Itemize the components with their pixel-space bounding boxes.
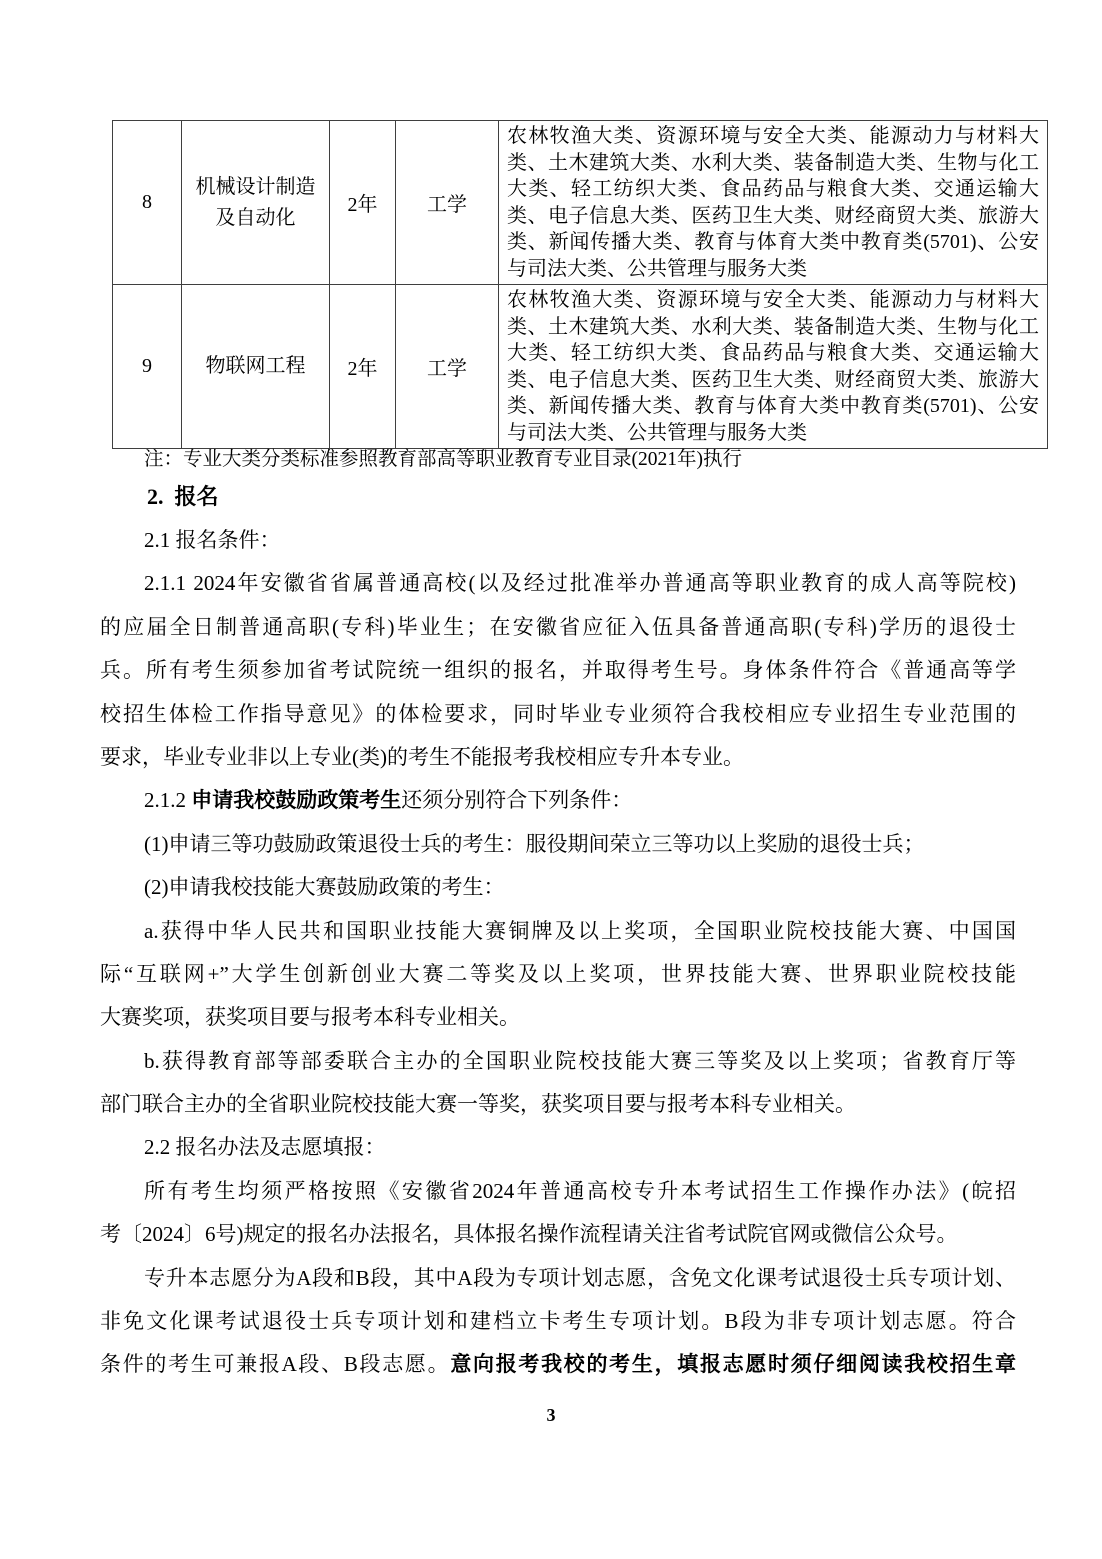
major-name-cell: 机械设计制造及自动化	[182, 121, 330, 285]
majors-table	[112, 120, 1048, 449]
text-segment: 2.1.2	[144, 788, 192, 813]
text-segment: 要求，毕业专业非以上专业(类)的考生不能报考我校相应专升本专业。	[100, 744, 744, 769]
table-row	[113, 285, 1048, 449]
text-segment: 条件的考生可兼报A段、B段志愿。	[100, 1352, 451, 1377]
body-line	[100, 1126, 1016, 1169]
text-segment: 2.1 报名条件：	[144, 528, 281, 552]
text-segment: 校招生体检工作指导意见》的体检要求，同时毕业专业须符合我校相应专业招生专业范围的	[100, 701, 1016, 726]
degree-type-cell: 工学	[396, 285, 499, 449]
row-number-cell: 8	[113, 121, 182, 285]
body-line	[100, 562, 1016, 605]
body-line	[100, 1343, 1016, 1386]
body-line	[100, 606, 1016, 649]
text-segment: 际“互联网+”大学生创新创业大赛二等奖及以上奖项，世界技能大赛、世界职业院校技能	[100, 961, 1016, 986]
body-line	[100, 649, 1016, 692]
body-line	[100, 953, 1016, 996]
text-segment: b.获得教育部等部委联合主办的全国职业院校技能大赛三等奖及以上奖项；省教育厅等	[144, 1048, 1016, 1073]
body-line	[100, 1170, 1016, 1213]
text-segment: 专升本志愿分为A段和B段，其中A段为专项计划志愿，含免文化课考试退役士兵专项计划、	[144, 1265, 1016, 1290]
body-line	[100, 996, 1016, 1039]
text-segment: 2.2 报名办法及志愿填报：	[144, 1135, 386, 1160]
body-line	[100, 693, 1016, 736]
body-line	[100, 1040, 1016, 1083]
study-duration-cell: 2年	[330, 121, 396, 285]
body-line	[100, 519, 1016, 562]
body-line	[100, 736, 1016, 779]
degree-type-cell: 工学	[396, 121, 499, 285]
text-segment: 兵。所有考生须参加省考试院统一组织的报名，并取得考生号。身体条件符合《普通高等学	[100, 658, 1016, 683]
text-segment: 2.1.1 2024年安徽省省属普通高校(以及经过批准举办普通高等职业教育的成人高等院校)	[144, 571, 1016, 596]
text-segment: 考〔2024〕6号)规定的报名办法报名，具体报名操作流程请关注省考试院官网或微信公众号。	[100, 1222, 958, 1247]
text-segment: (1)申请三等功鼓励政策退役士兵的考生：服役期间荣立三等功以上奖励的退役士兵；	[144, 831, 925, 856]
body-line	[100, 866, 1016, 909]
body-line	[100, 1300, 1016, 1343]
table-row	[113, 121, 1048, 285]
major-name-cell: 物联网工程	[182, 285, 330, 449]
body-line	[100, 1213, 1016, 1256]
page-number: 3	[546, 1405, 556, 1425]
body-line	[100, 823, 1016, 866]
text-segment: 大赛奖项，获奖项目要与报考本科专业相关。	[100, 1005, 520, 1030]
text-segment: 所有考生均须严格按照《安徽省2024年普通高校专升本考试招生工作操作办法》(皖招	[144, 1178, 1016, 1203]
text-segment: 非免文化课考试退役士兵专项计划和建档立卡考生专项计划。B段为非专项计划志愿。符合	[100, 1309, 1016, 1334]
admitted-categories-cell: 农林牧渔大类、资源环境与安全大类、能源动力与材料大类、土木建筑大类、水利大类、装备制造大类、生物与化工大类、轻工纺织大类、食品药品与粮食大类、交通运输大类、电子信息大类、医药卫生大类、财经商贸大类、旅游大类、新闻传播大类、教育与体育大类中教育类(5701)、公安与司法大类、公共管理与服务大类	[499, 121, 1048, 285]
bold-text-segment: 意向报考我校的考生，填报志愿时须仔细阅读我校招生章	[450, 1352, 1017, 1377]
row-number-cell: 9	[113, 285, 182, 449]
section-heading: 2. 报名	[147, 484, 219, 509]
text-segment: (2)申请我校技能大赛鼓励政策的考生：	[144, 875, 505, 900]
body-line	[100, 1083, 1016, 1126]
admitted-categories-cell: 农林牧渔大类、资源环境与安全大类、能源动力与材料大类、土木建筑大类、水利大类、装备制造大类、生物与化工大类、轻工纺织大类、食品药品与粮食大类、交通运输大类、电子信息大类、医药卫生大类、财经商贸大类、旅游大类、新闻传播大类、教育与体育大类中教育类(5701)、公安与司法大类、公共管理与服务大类	[499, 285, 1048, 449]
bold-text-segment: 申请我校鼓励政策考生	[191, 788, 402, 813]
study-duration-cell: 2年	[330, 285, 396, 449]
text-segment: 还须分别符合下列条件：	[401, 788, 633, 813]
body-line	[100, 779, 1016, 822]
table-note: 注：专业大类分类标准参照教育部高等职业教育专业目录(2021年)执行	[144, 449, 742, 470]
body-text	[100, 519, 1016, 1387]
text-segment: 部门联合主办的全省职业院校技能大赛一等奖，获奖项目要与报考本科专业相关。	[100, 1092, 856, 1117]
text-segment: 的应届全日制普通高职(专科)毕业生；在安徽省应征入伍具备普通高职(专科)学历的退役士	[100, 614, 1016, 639]
body-line	[100, 910, 1016, 953]
text-segment: a.获得中华人民共和国职业技能大赛铜牌及以上奖项，全国职业院校技能大赛、中国国	[144, 918, 1016, 943]
majors-table-body	[113, 121, 1048, 449]
body-line	[100, 1257, 1016, 1300]
